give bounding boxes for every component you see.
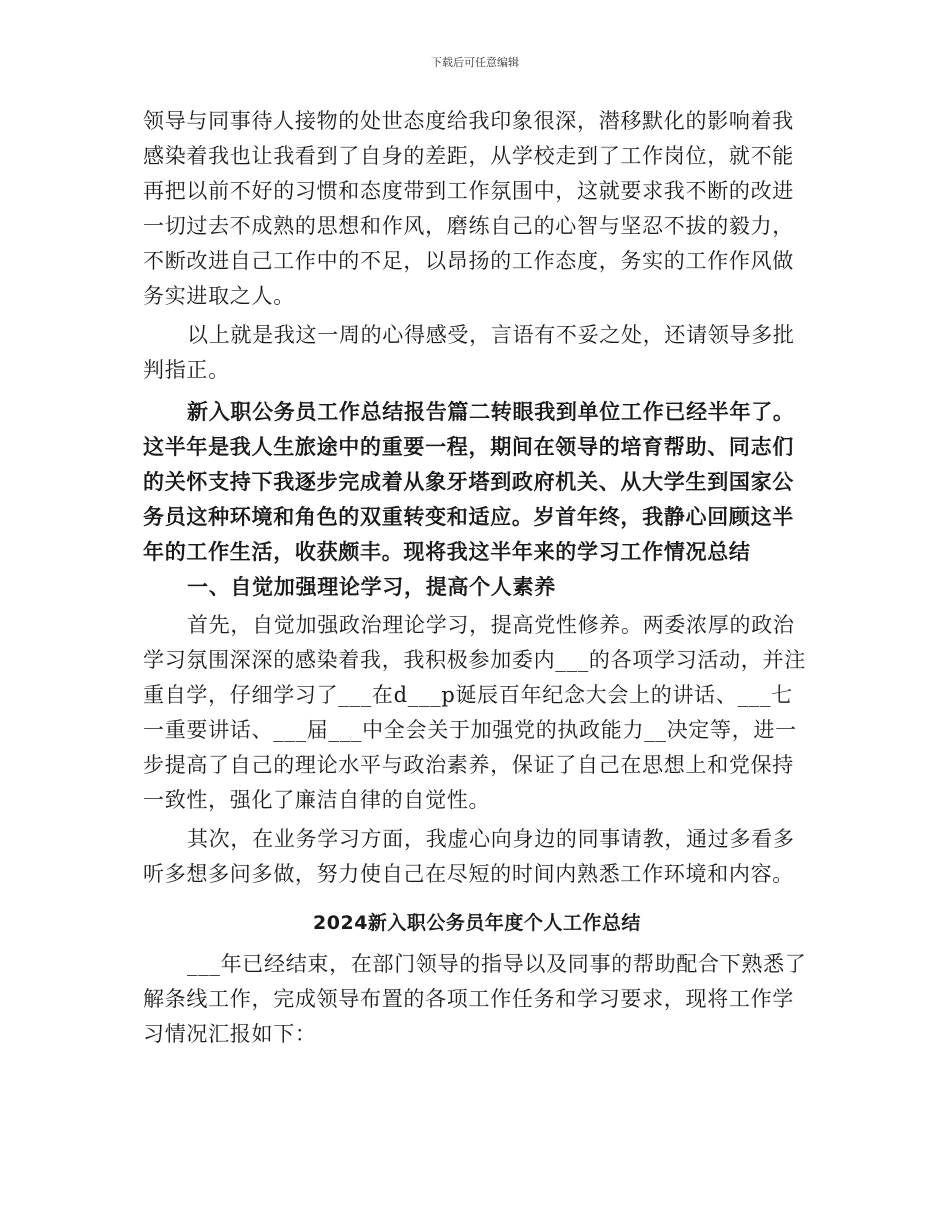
section-heading-1 xyxy=(143,569,811,604)
text-line: 年的工作生活，收获颇丰。现将我这半年来的学习工作情况总结 xyxy=(143,539,751,564)
text-line: 一切过去不成熟的思想和作风，磨练自己的心智与坚忍不拔的毅力， xyxy=(143,214,794,238)
text-line: 学习氛围深深的感染着我，我积极参加委内___的各项学习活动，并注 xyxy=(143,648,806,672)
text-line: 领导与同事待人接物的处世态度给我印象很深，潜移默化的影响着我 xyxy=(143,109,794,133)
text-line: 再把以前不好的习惯和态度带到工作氛围中，这就要求我不断的改进 xyxy=(143,179,794,203)
paragraph-3-bold xyxy=(143,394,811,569)
document-title: 2024新入职公务员年度个人工作总结 xyxy=(313,912,641,934)
document-body xyxy=(143,104,811,1052)
text-line: 习情况汇报如下： xyxy=(143,1022,317,1046)
text-line: 新入职公务员工作总结报告篇二转眼我到单位工作已经半年了。 xyxy=(187,399,795,424)
text-line: 一、自觉加强理论学习，提高个人素养 xyxy=(187,574,556,599)
text-line: ___年已经结束，在部门领导的指导以及同事的帮助配合下熟悉了 xyxy=(187,952,807,976)
text-line: 务实进取之人。 xyxy=(143,284,295,308)
paragraph-5 xyxy=(143,608,811,818)
paragraph-6 xyxy=(143,822,811,892)
text-line: 首先，自觉加强政治理论学习，提高党性修养。两委浓厚的政治 xyxy=(187,613,795,637)
page-header: 下载后可任意编辑 xyxy=(431,56,519,69)
text-line: 以上就是我这一周的心得感受，言语有不妥之处，还请领导多批 xyxy=(187,323,795,347)
text-line: 解条线工作，完成领导布置的各项工作任务和学习要求，现将工作学 xyxy=(143,987,794,1011)
text-line: 重自学，仔细学习了___在d___p诞辰百年纪念大会上的讲话、___七 xyxy=(143,683,793,707)
text-line: 其次，在业务学习方面，我虚心向身边的同事请教，通过多看多 xyxy=(187,827,795,851)
text-line: 判指正。 xyxy=(143,358,230,382)
text-line: 不断改进自己工作中的不足，以昂扬的工作态度，务实的工作作风做 xyxy=(143,249,794,273)
text-line: 一重要讲话、___届___中全会关于加强党的执政能力__决定等，进一 xyxy=(143,718,797,742)
paragraph-7 xyxy=(143,947,811,1052)
text-line: 务员这种环境和角色的双重转变和适应。岁首年终，我静心回顾这半 xyxy=(143,504,794,529)
paragraph-2 xyxy=(143,318,811,388)
text-line: 听多想多问多做，努力使自己在尽短的时间内熟悉工作环境和内容。 xyxy=(143,862,794,886)
text-line: 感染着我也让我看到了自身的差距，从学校走到了工作岗位，就不能 xyxy=(143,144,794,168)
text-line: 的关怀支持下我逐步完成着从象牙塔到政府机关、从大学生到国家公 xyxy=(143,469,794,494)
text-line: 步提高了自己的理论水平与政治素养，保证了自己在思想上和党保持 xyxy=(143,753,794,777)
paragraph-1 xyxy=(143,104,811,314)
text-line: 这半年是我人生旅途中的重要一程，期间在领导的培育帮助、同志们 xyxy=(143,434,794,459)
text-line: 一致性，强化了廉洁自律的自觉性。 xyxy=(143,788,491,812)
